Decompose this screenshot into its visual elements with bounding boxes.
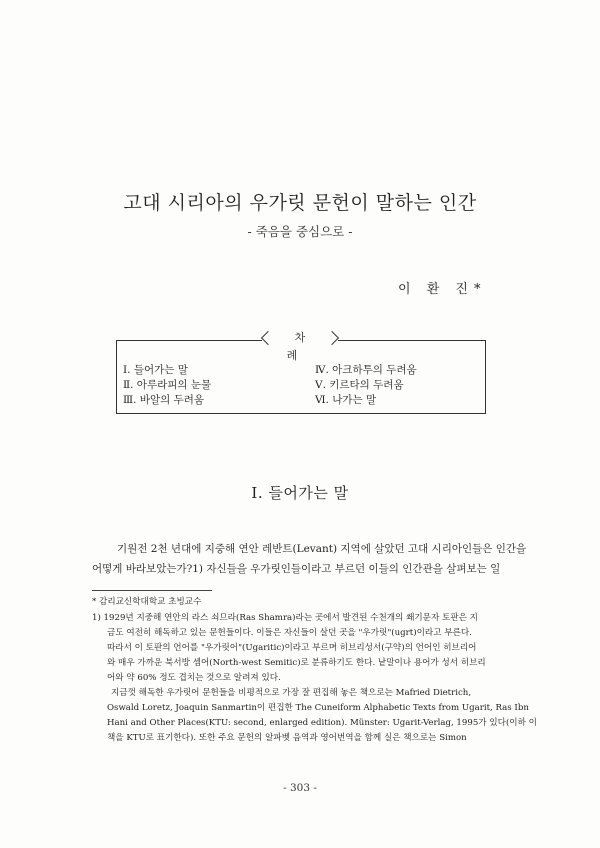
- toc-header: [262, 329, 338, 362]
- toc-item: Ⅲ. 바알의 두려움: [123, 394, 204, 406]
- footnote: Hani and Other Places(KTU: second, enlarged edition). Münster: Ugarit-Verlag, 1995가 있다(이하 이: [107, 718, 537, 728]
- author-name: 이 환 진*: [398, 282, 487, 297]
- body-line: 기원전 2천 년대에 지중해 연안 레반트(Levant) 지역에 살았던 고대 시리아인들은 인간을: [117, 543, 527, 555]
- footnote: Oswald Loretz, Joaquin Sanmartin이 편집한 The Cuneiform Alphabetic Texts from Ugarit, Ras Ibn: [107, 703, 529, 713]
- toc-item: Ⅳ. 아크하투의 두려움: [315, 364, 417, 376]
- toc-header-label: 차 례: [286, 331, 322, 362]
- toc-item: Ⅰ. 들어가는 말: [123, 364, 188, 376]
- toc-item: Ⅵ. 나가는 말: [315, 394, 377, 406]
- footnote: * 감리교신학대학교 초빙교수: [92, 597, 202, 607]
- footnote: 책을 KTU로 표기한다). 또한 주요 문헌의 알파벳 음역과 영어번역을 함께 실은 책으로는 Simon: [107, 733, 467, 743]
- footnote: 따라서 이 토판의 언어를 "우가릿어"(Ugaritic)이라고 부르며 히브리성서(구약)의 언어인 히브리어: [107, 643, 477, 653]
- footnote: 지금껏 해독한 우가릿어 문헌들을 비평적으로 가장 잘 편집해 놓은 책으로는 Mafried Dietrich,: [111, 688, 472, 698]
- section-heading: Ⅰ. 들어가는 말: [251, 484, 349, 502]
- paper-subtitle: - 죽음을 중심으로 -: [247, 224, 353, 239]
- footnote: 1) 1929년 지중해 연안의 라스 쇠므라(Ras Shamra)라는 곳에서 발견된 수천개의 쐐기문자 토판은 지: [92, 613, 478, 623]
- footnote-separator: [92, 590, 212, 591]
- footnote: 어와 약 60% 정도 겹치는 것으로 알려져 있다.: [107, 673, 281, 683]
- left-angle-bracket-icon: [261, 331, 275, 345]
- right-angle-bracket-icon: [325, 331, 339, 345]
- toc-item: Ⅴ. 키르타의 두려움: [315, 379, 404, 391]
- toc-item: Ⅱ. 아루라피의 눈물: [123, 379, 212, 391]
- body-line: 어떻게 바라보았는가?1) 자신들을 우가릿인들이라고 부르던 이들의 인간관을 살펴보는 일: [92, 563, 501, 575]
- footnote: 금도 여전히 해독하고 있는 문헌들이다. 이들은 자신들이 살던 곳을 "우가릿"(ugrt)이라고 부른다.: [107, 628, 472, 638]
- paper-title: 고대 시리아의 우가릿 문헌이 말하는 인간: [123, 192, 477, 214]
- footnote: 와 매우 가까운 북서방 셈어(North-west Semitic)로 분류하기도 한다. 낱말이나 용어가 성서 히브리: [107, 658, 486, 668]
- page-number: - 303 -: [283, 782, 317, 794]
